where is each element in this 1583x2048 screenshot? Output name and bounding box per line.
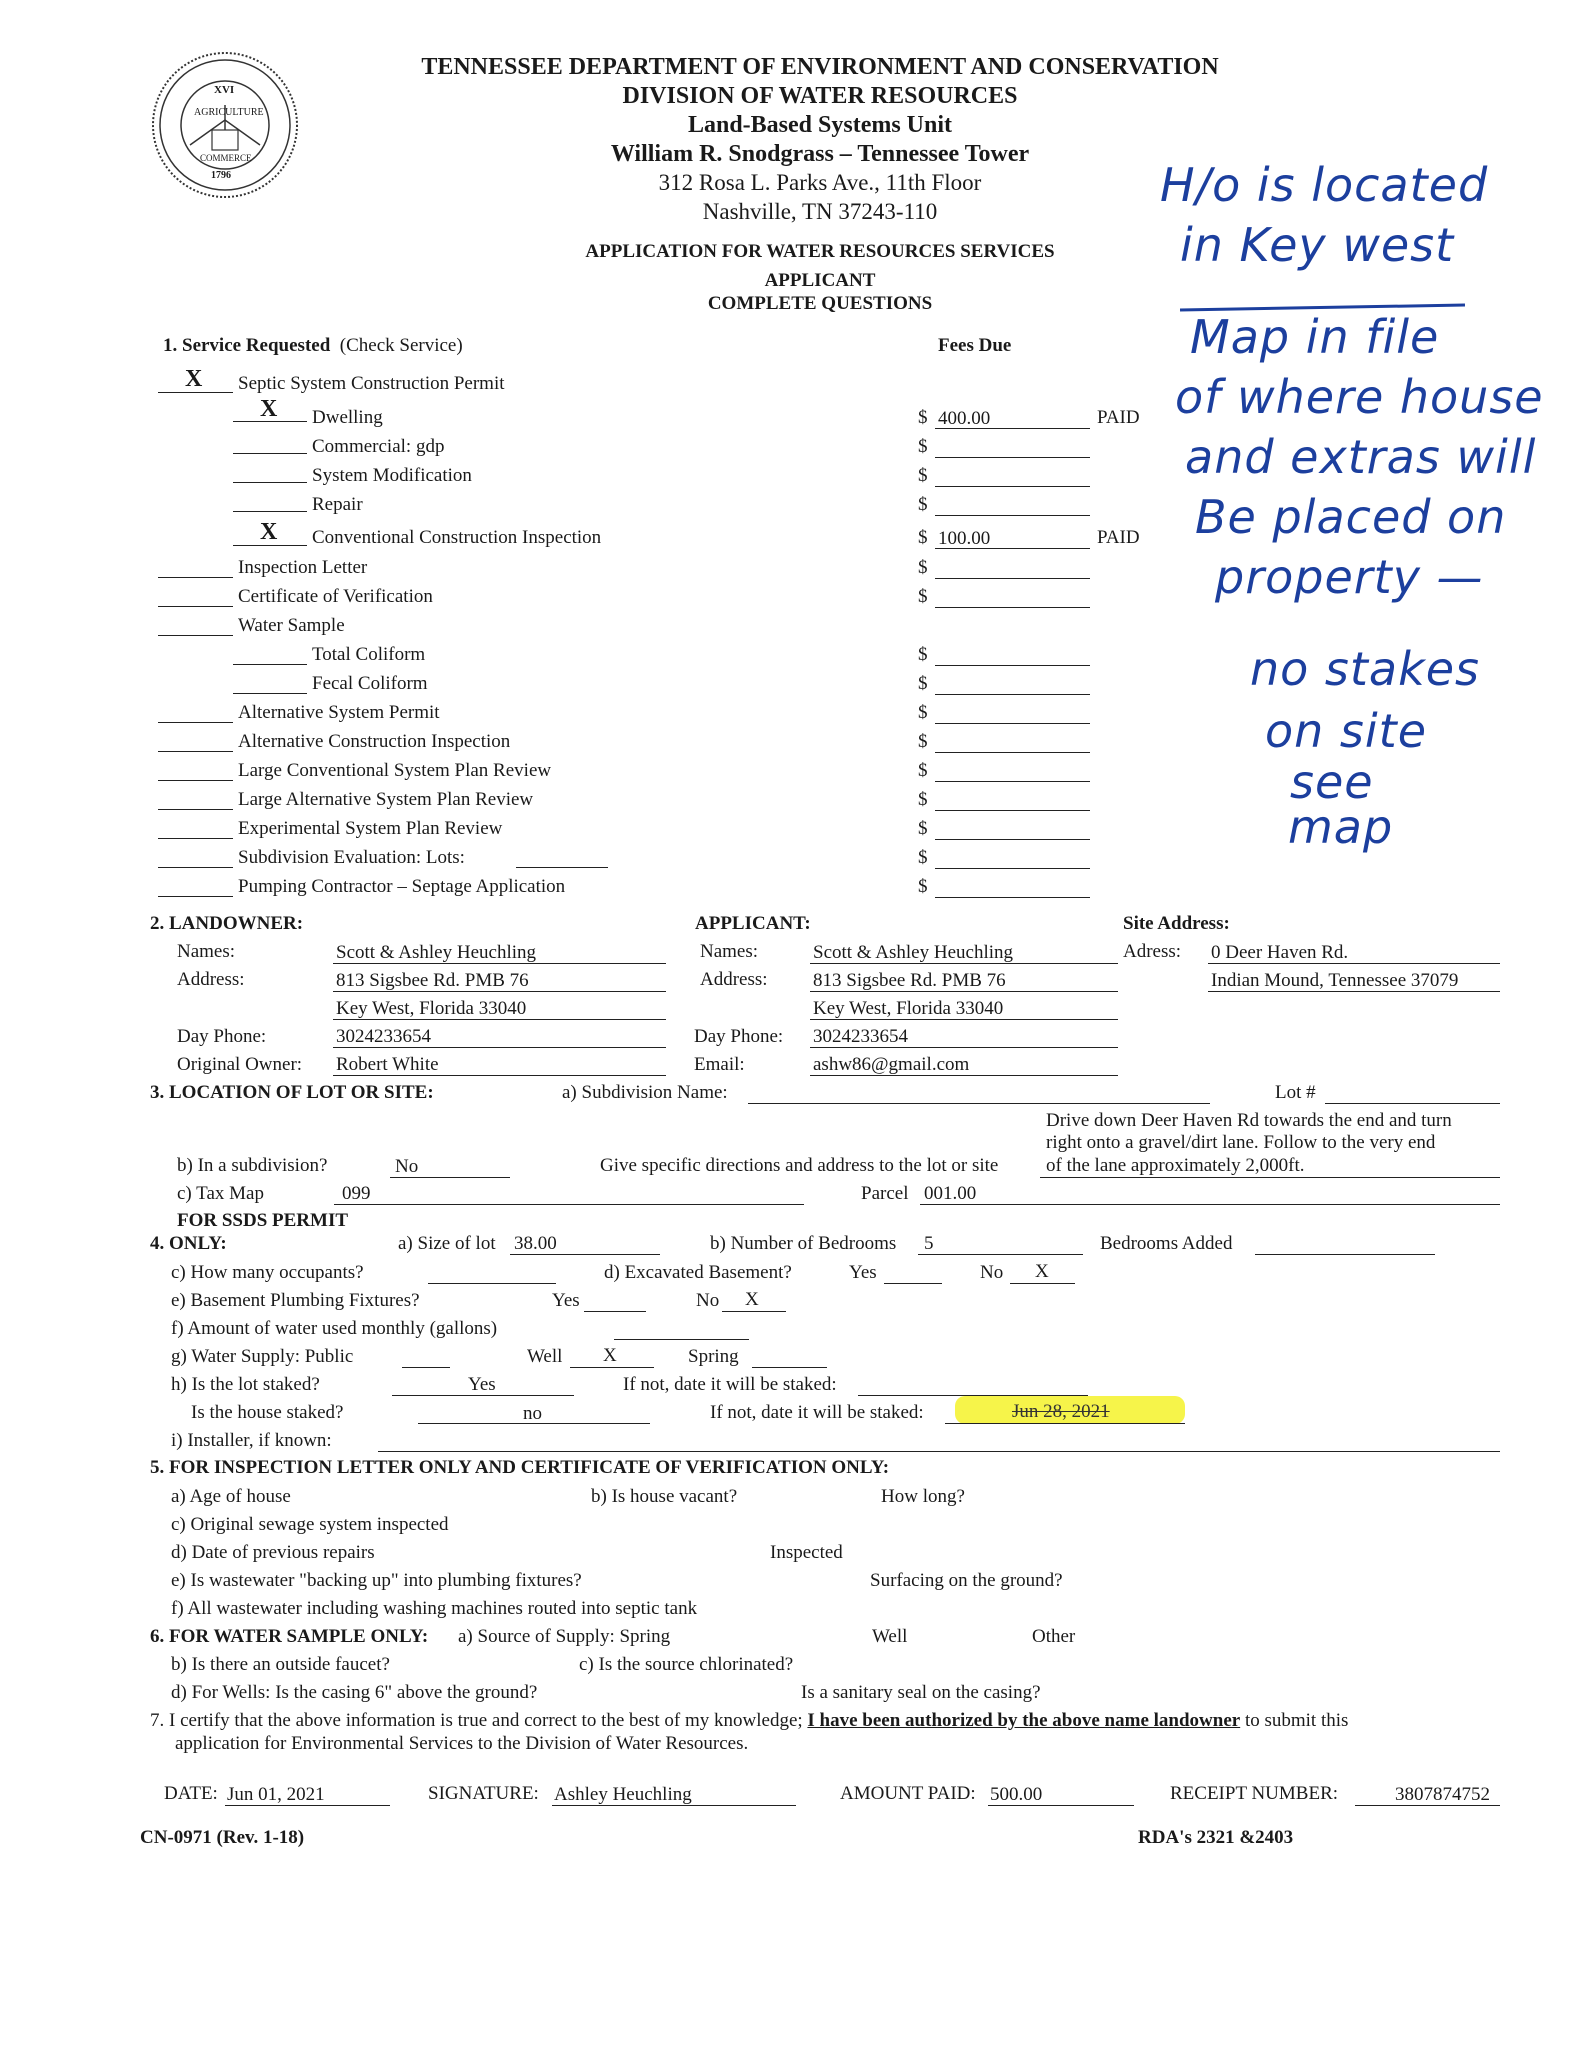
dollar-large-conv: $ [918, 760, 928, 781]
lot-size-value: 38.00 [514, 1233, 557, 1254]
label-experimental: Experimental System Plan Review [238, 818, 503, 839]
street-address: 312 Rosa L. Parks Ave., 11th Floor [658, 170, 982, 195]
section1-note: (Check Service) [339, 335, 463, 356]
certify-start: 7. I certify that the above information is true and correct to the best of my knowledge; [150, 1710, 803, 1731]
spring-line[interactable] [752, 1367, 827, 1368]
blank-inspection-letter[interactable] [158, 577, 233, 578]
lot-line[interactable] [1325, 1103, 1500, 1104]
division-name: DIVISION OF WATER RESOURCES [622, 83, 1018, 109]
tax-map-line[interactable] [334, 1204, 804, 1205]
bedrooms-label: b) Number of Bedrooms [710, 1233, 897, 1254]
spring-label: Spring [688, 1346, 739, 1367]
label-modification: System Modification [312, 465, 472, 486]
dollar-subdivision: $ [918, 847, 928, 868]
house-staked-date: Jun 28, 2021 [1012, 1401, 1110, 1422]
basement-no-line[interactable] [1010, 1283, 1075, 1284]
plumbing-label: e) Basement Plumbing Fixtures? [171, 1290, 420, 1311]
fee-line-repair[interactable] [935, 515, 1090, 516]
form-number: CN-0971 (Rev. 1-18) [140, 1827, 305, 1848]
label-certificate: Certificate of Verification [238, 586, 433, 607]
unit-name: Land-Based Systems Unit [687, 112, 953, 138]
seal-roman: XVI [214, 84, 235, 96]
plumbing-no-label: No [696, 1290, 720, 1311]
blank-pumping[interactable] [158, 896, 233, 897]
label-total-coliform: Total Coliform [312, 644, 426, 665]
original-owner-label: Original Owner: [177, 1054, 303, 1075]
receipt-label: RECEIPT NUMBER: [1170, 1783, 1339, 1804]
blank-fecal-coliform[interactable] [233, 693, 307, 694]
label-subdivision: Subdivision Evaluation: Lots: [238, 847, 465, 868]
label-water-sample: Water Sample [238, 615, 345, 636]
plumbing-no-value: X [745, 1289, 759, 1310]
installer-label: i) Installer, if known: [171, 1430, 332, 1451]
state-seal [150, 50, 300, 200]
how-long-label: How long? [881, 1486, 965, 1507]
certify-authorized: I have been authorized by the above name landowner [807, 1710, 1241, 1731]
all-wastewater-label: f) All wastewater including washing machines routed into septic tank [171, 1598, 698, 1619]
applicant-heading: APPLICANT: [695, 913, 811, 934]
vacant-label: b) Is house vacant? [591, 1486, 738, 1507]
label-septic: Septic System Construction Permit [238, 373, 505, 394]
receipt-value: 3807874752 [1395, 1784, 1490, 1805]
handwritten-note-1: H/o is located [1160, 158, 1489, 212]
seal-commerce: COMMERCE [200, 153, 252, 163]
parcel-label: Parcel [861, 1183, 909, 1204]
bedrooms-line[interactable] [918, 1254, 1083, 1255]
lot-if-not-label: If not, date it will be staked: [623, 1374, 837, 1395]
water-public-line[interactable] [402, 1367, 450, 1368]
handwritten-note-4: of where house [1175, 370, 1544, 424]
tax-map-label: c) Tax Map [177, 1183, 264, 1204]
handwritten-note-6: Be placed on [1195, 490, 1507, 544]
building-name: William R. Snodgrass – Tennessee Tower [610, 141, 1030, 167]
fee-line-subdivision[interactable] [935, 868, 1090, 869]
age-label: a) Age of house [171, 1486, 291, 1507]
house-if-not-label: If not, date it will be staked: [710, 1402, 924, 1423]
handwritten-note-10: see [1290, 755, 1374, 809]
section3-heading: 3. LOCATION OF LOT OR SITE: [150, 1082, 434, 1103]
blank-repair[interactable] [233, 511, 307, 512]
fee-dwelling: 400.00 [938, 408, 991, 429]
dollar-conventional: $ [918, 527, 928, 548]
blank-large-alt[interactable] [158, 809, 233, 810]
applicant-phone-label: Day Phone: [694, 1026, 784, 1047]
surfacing-label: Surfacing on the ground? [870, 1570, 1063, 1591]
dollar-dwelling: $ [918, 407, 928, 428]
installer-line[interactable] [378, 1451, 1500, 1452]
fee-line-pumping[interactable] [935, 897, 1090, 898]
section4-heading1: FOR SSDS PERMIT [177, 1210, 349, 1231]
source-label: a) Source of Supply: Spring [458, 1626, 671, 1647]
applicant-names: Scott & Ashley Heuchling [813, 942, 1014, 963]
handwritten-note-9: on site [1265, 704, 1428, 758]
landowner-phone: 3024233654 [336, 1026, 431, 1047]
section4-heading2: 4. ONLY: [150, 1233, 227, 1254]
landowner-address2: Key West, Florida 33040 [336, 998, 527, 1019]
fee-line-fecal-coliform[interactable] [935, 694, 1090, 695]
site-adress-label: Adress: [1123, 941, 1182, 962]
handwritten-note-2: in Key west [1180, 218, 1455, 272]
landowner-address1: 813 Sigsbee Rd. PMB 76 [336, 970, 529, 991]
chlorinated-label: c) Is the source chlorinated? [579, 1654, 794, 1675]
fee-line-inspection-letter[interactable] [935, 578, 1090, 579]
fee-line-experimental[interactable] [935, 839, 1090, 840]
department-name: TENNESSEE DEPARTMENT OF ENVIRONMENT AND CONSERVATION [421, 54, 1219, 80]
original-sewage-label: c) Original sewage system inspected [171, 1514, 449, 1535]
site-address2: Indian Mound, Tennessee 37079 [1211, 970, 1459, 991]
section5-heading: 5. FOR INSPECTION LETTER ONLY AND CERTIFICATE OF VERIFICATION ONLY: [150, 1457, 890, 1478]
paid-dwelling: PAID [1097, 407, 1140, 428]
date-value: Jun 01, 2021 [227, 1784, 325, 1805]
fee-line-large-alt[interactable] [935, 810, 1090, 811]
handwritten-note-3: Map in file [1190, 310, 1440, 364]
seal-year: 1796 [211, 170, 231, 181]
check-septic: X [185, 366, 203, 392]
amount-value: 500.00 [990, 1784, 1043, 1805]
house-staked-label: Is the house staked? [191, 1402, 344, 1423]
blank-commercial[interactable] [233, 453, 307, 454]
blank-subdivision[interactable] [158, 867, 233, 868]
basement-yes-line[interactable] [884, 1283, 942, 1284]
fee-line-certificate[interactable] [935, 607, 1090, 608]
signature-label: SIGNATURE: [428, 1783, 539, 1804]
handwritten-note-7: property — [1215, 550, 1484, 604]
check-conventional: X [260, 519, 278, 545]
tax-map-value: 099 [342, 1183, 371, 1204]
parcel-value: 001.00 [924, 1183, 977, 1204]
certify-line2: application for Environmental Services to the Division of Water Resources. [175, 1733, 749, 1754]
dollar-certificate: $ [918, 586, 928, 607]
directions-line3: of the lane approximately 2,000ft. [1046, 1155, 1305, 1176]
lot-staked-label: h) Is the lot staked? [171, 1374, 320, 1395]
paid-conventional: PAID [1097, 527, 1140, 548]
directions-line[interactable] [1040, 1177, 1500, 1178]
certify-end: to submit this [1244, 1710, 1349, 1731]
seal-label: Is a sanitary seal on the casing? [801, 1682, 1041, 1703]
house-staked-date-line[interactable] [945, 1423, 1185, 1424]
casing-label: d) For Wells: Is the casing 6" above the ground? [171, 1682, 538, 1703]
label-inspection-letter: Inspection Letter [238, 557, 368, 578]
dollar-total-coliform: $ [918, 644, 928, 665]
water-amount-line[interactable] [614, 1339, 749, 1340]
landowner-address-label: Address: [177, 969, 245, 990]
bedrooms-value: 5 [924, 1233, 934, 1254]
water-supply-label: g) Water Supply: Public [171, 1346, 354, 1367]
dollar-large-alt: $ [918, 789, 928, 810]
handwritten-note-8: no stakes [1250, 642, 1481, 696]
lot-size-label: a) Size of lot [398, 1233, 496, 1254]
fee-line-alt-permit[interactable] [935, 723, 1090, 724]
faucet-label: b) Is there an outside faucet? [171, 1654, 390, 1675]
dollar-alt-inspection: $ [918, 731, 928, 752]
complete-subtitle: COMPLETE QUESTIONS [707, 293, 933, 314]
amount-label: AMOUNT PAID: [840, 1783, 976, 1804]
site-address1: 0 Deer Haven Rd. [1211, 942, 1349, 963]
dollar-inspection-letter: $ [918, 557, 928, 578]
source-well-label: Well [872, 1626, 908, 1647]
landowner-names-label: Names: [177, 941, 236, 962]
landowner-phone-label: Day Phone: [177, 1026, 267, 1047]
label-large-conv: Large Conventional System Plan Review [238, 760, 552, 781]
source-other-label: Other [1032, 1626, 1076, 1647]
inspected-label: Inspected [770, 1542, 843, 1563]
applicant-email: ashw86@gmail.com [813, 1054, 970, 1075]
applicant-address2: Key West, Florida 33040 [813, 998, 1004, 1019]
dollar-modification: $ [918, 465, 928, 486]
rda-number: RDA's 2321 &2403 [1138, 1827, 1294, 1848]
fees-due-heading: Fees Due [938, 335, 1012, 356]
plumbing-yes-label: Yes [552, 1290, 580, 1311]
lot-staked-value: Yes [468, 1374, 496, 1395]
applicant-names-label: Names: [700, 941, 759, 962]
basement-yes-label: Yes [849, 1262, 877, 1283]
blank-water-sample[interactable] [158, 635, 233, 636]
label-repair: Repair [312, 494, 363, 515]
label-fecal-coliform: Fecal Coliform [312, 673, 428, 694]
handwritten-note-5: and extras will [1185, 430, 1537, 484]
water-amount-label: f) Amount of water used monthly (gallons) [171, 1318, 498, 1339]
basement-no-value: X [1035, 1261, 1049, 1282]
parcel-line[interactable] [920, 1204, 1500, 1205]
previous-repairs-label: d) Date of previous repairs [171, 1542, 375, 1563]
section1-title: 1. Service Requested [163, 335, 331, 356]
directions-line1: Drive down Deer Haven Rd towards the end and turn [1046, 1110, 1452, 1131]
label-conventional: Conventional Construction Inspection [312, 527, 602, 548]
backing-up-label: e) Is wastewater "backing up" into plumbing fixtures? [171, 1570, 582, 1591]
certify-line1 [150, 1710, 1348, 1732]
applicant-address1: 813 Sigsbee Rd. PMB 76 [813, 970, 1006, 991]
bedrooms-added-line[interactable] [1255, 1254, 1435, 1255]
well-line[interactable] [570, 1367, 654, 1368]
in-subdivision-label: b) In a subdivision? [177, 1155, 328, 1176]
house-staked-value: no [523, 1403, 542, 1424]
landowner-heading: 2. LANDOWNER: [150, 913, 304, 934]
site-heading: Site Address: [1123, 913, 1230, 934]
basement-no-label: No [980, 1262, 1004, 1283]
blank-modification[interactable] [233, 482, 307, 483]
blank-total-coliform[interactable] [233, 664, 307, 665]
subdivision-name-line[interactable] [748, 1103, 1210, 1104]
well-label: Well [527, 1346, 563, 1367]
label-pumping: Pumping Contractor – Septage Application [238, 876, 566, 897]
label-commercial: Commercial: gdp [312, 436, 445, 457]
blank-large-conv[interactable] [158, 780, 233, 781]
handwritten-note-11: map [1288, 800, 1394, 854]
label-alt-permit: Alternative System Permit [238, 702, 440, 723]
label-dwelling: Dwelling [312, 407, 383, 428]
basement-label: d) Excavated Basement? [604, 1262, 792, 1283]
seal-agriculture: AGRICULTURE [194, 107, 264, 118]
signature-value: Ashley Heuchling [554, 1784, 692, 1805]
fee-line-commercial[interactable] [935, 457, 1090, 458]
fee-line-total-coliform[interactable] [935, 665, 1090, 666]
blank-certificate[interactable] [158, 606, 233, 607]
dollar-commercial: $ [918, 436, 928, 457]
bedrooms-added-label: Bedrooms Added [1100, 1233, 1233, 1254]
blank-alt-inspection[interactable] [158, 751, 233, 752]
lot-label: Lot # [1275, 1082, 1316, 1103]
landowner-names: Scott & Ashley Heuchling [336, 942, 537, 963]
dollar-repair: $ [918, 494, 928, 515]
check-dwelling: X [260, 396, 278, 422]
fee-conventional: 100.00 [938, 528, 991, 549]
occupants-line[interactable] [428, 1283, 556, 1284]
blank-experimental[interactable] [158, 838, 233, 839]
fee-line-alt-inspection[interactable] [935, 752, 1090, 753]
city-address: Nashville, TN 37243-110 [702, 199, 938, 224]
fee-line-modification[interactable] [935, 486, 1090, 487]
dollar-pumping: $ [918, 876, 928, 897]
fee-line-large-conv[interactable] [935, 781, 1090, 782]
blank-lots[interactable] [516, 867, 608, 868]
in-subdivision-value: No [395, 1156, 419, 1177]
well-value: X [603, 1345, 617, 1366]
form-title: APPLICATION FOR WATER RESOURCES SERVICES [585, 241, 1055, 262]
occupants-label: c) How many occupants? [171, 1262, 364, 1283]
applicant-subtitle: APPLICANT [764, 270, 876, 291]
applicant-phone: 3024233654 [813, 1026, 908, 1047]
blank-alt-permit[interactable] [158, 722, 233, 723]
label-alt-inspection: Alternative Construction Inspection [238, 731, 511, 752]
section1-heading [163, 335, 463, 357]
directions-line2: right onto a gravel/dirt lane. Follow to the very end [1046, 1132, 1436, 1153]
label-large-alt: Large Alternative System Plan Review [238, 789, 534, 810]
section6-heading: 6. FOR WATER SAMPLE ONLY: [150, 1626, 429, 1647]
dollar-fecal-coliform: $ [918, 673, 928, 694]
plumbing-yes-line[interactable] [584, 1311, 646, 1312]
applicant-address-label: Address: [700, 969, 768, 990]
dollar-alt-permit: $ [918, 702, 928, 723]
dollar-experimental: $ [918, 818, 928, 839]
date-label: DATE: [164, 1783, 218, 1804]
applicant-email-label: Email: [694, 1054, 745, 1075]
original-owner: Robert White [336, 1054, 439, 1075]
plumbing-no-line[interactable] [722, 1311, 786, 1312]
directions-label: Give specific directions and address to the lot or site [600, 1155, 999, 1176]
subdivision-name-label: a) Subdivision Name: [562, 1082, 728, 1103]
